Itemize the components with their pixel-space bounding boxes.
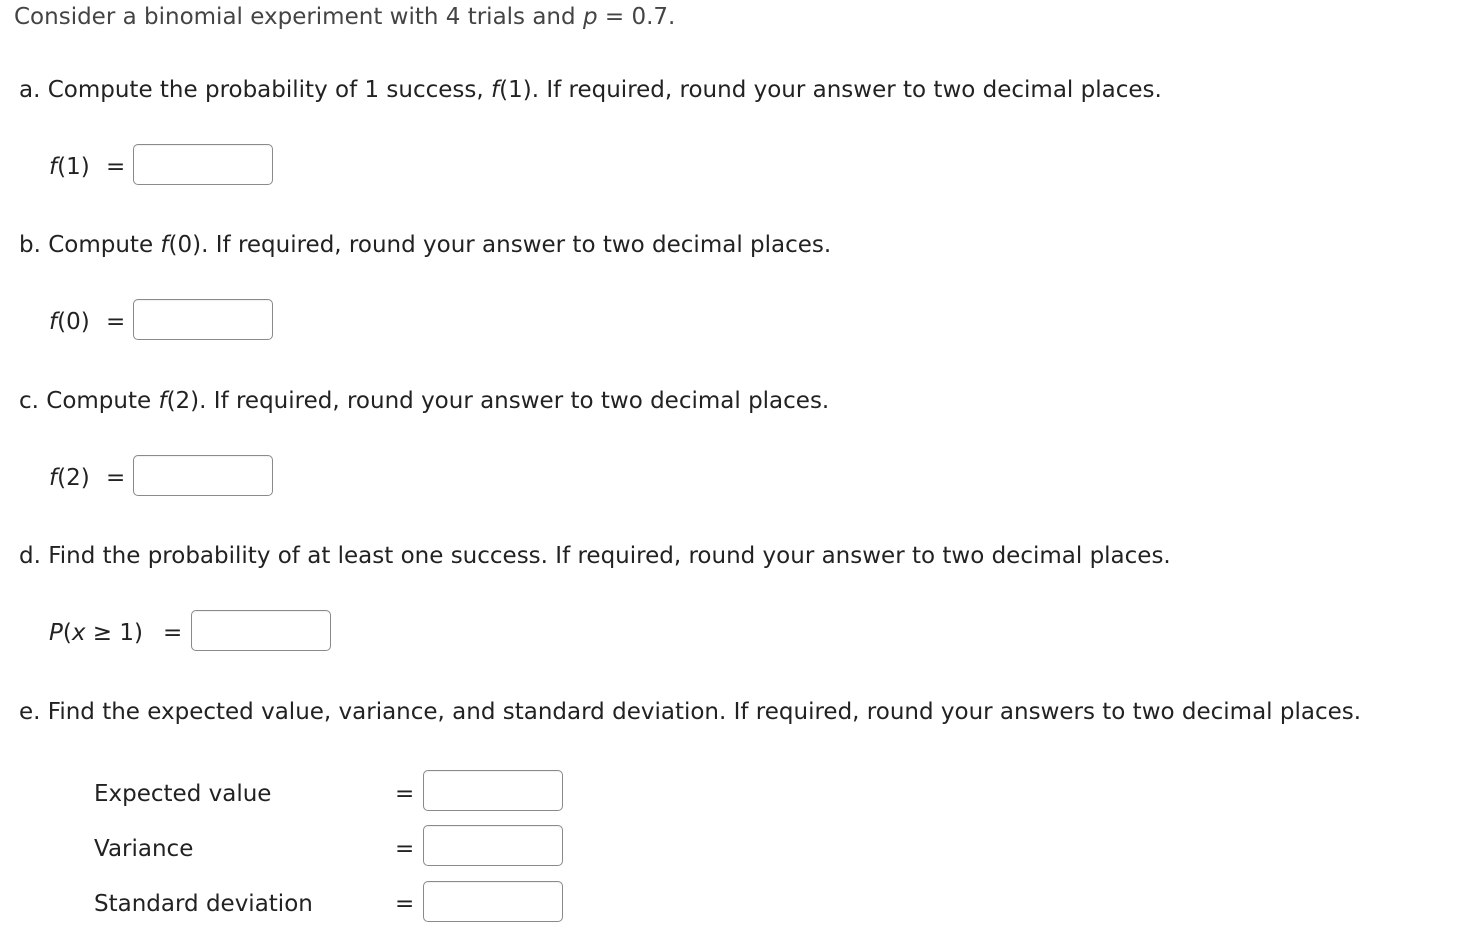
standard-deviation-input[interactable] [423,881,563,922]
answer-input-f1[interactable] [133,144,273,185]
equals-sign: = [163,620,183,646]
equals-sign: = [395,836,415,862]
equals-sign: = [106,154,126,180]
variance-label: Variance [94,836,194,862]
equals-sign: = [106,309,126,335]
answer-input-p-at-least-one[interactable] [191,610,331,651]
answer-label-d: P(x ≥ 1) [49,620,143,646]
variance-input[interactable] [423,825,563,866]
problem-statement: Consider a binomial experiment with 4 trials and p = 0.7. [14,4,676,30]
equals-sign: = [395,781,415,807]
expected-value-input[interactable] [423,770,563,811]
expected-value-label: Expected value [94,781,272,807]
question-c: c. Compute f(2). If required, round your answer to two decimal places. [19,388,830,414]
question-e: e. Find the expected value, variance, and standard deviation. If required, round your answers to two decimal places. [19,699,1362,725]
question-b: b. Compute f(0). If required, round your answer to two decimal places. [19,232,832,258]
question-a: a. Compute the probability of 1 success, f(1). If required, round your answer to two decimal places. [19,77,1162,103]
question-d: d. Find the probability of at least one success. If required, round your answer to two decimal places. [19,543,1171,569]
answer-input-f0[interactable] [133,299,273,340]
answer-label-a: f(1) [49,154,90,180]
equals-sign: = [106,465,126,491]
equals-sign: = [395,891,415,917]
answer-label-b: f(0) [49,309,90,335]
standard-deviation-label: Standard deviation [94,891,313,917]
answer-label-c: f(2) [49,465,90,491]
answer-input-f2[interactable] [133,455,273,496]
